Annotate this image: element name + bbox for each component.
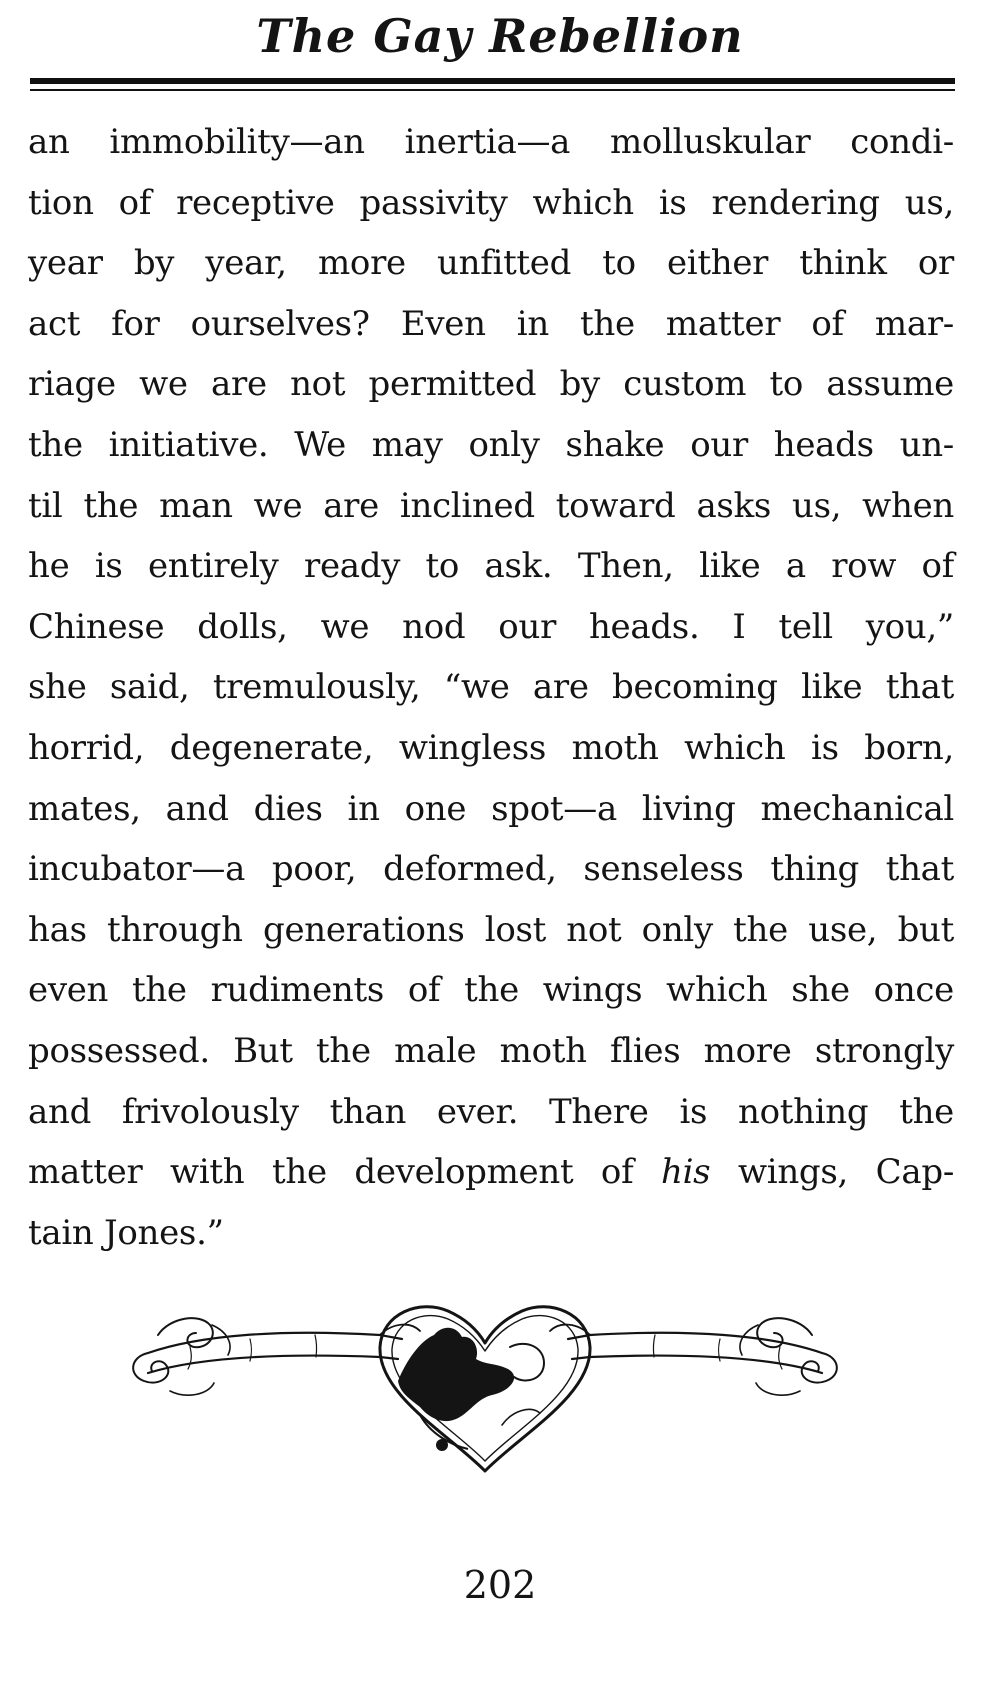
- text-line: the initiative. We may only shake our heads un-: [28, 424, 954, 465]
- text-line: incubator—a poor, deformed, senseless thing that: [28, 849, 954, 890]
- text-line: even the rudiments of the wings which she once: [28, 970, 954, 1011]
- text-line: act for ourselves? Even in the matter of mar-: [28, 303, 954, 344]
- text-line: horrid, degenerate, wingless moth which is born,: [28, 727, 954, 768]
- line-segment: matter with the development of: [28, 1152, 662, 1193]
- body-text: [28, 112, 954, 1263]
- heart-ribbon-ornament-icon: [130, 1295, 840, 1475]
- text-line: tion of receptive passivity which is rendering us,: [28, 182, 954, 223]
- text-line: mates, and dies in one spot—a living mechanical: [28, 788, 954, 829]
- header-rule-thin: [30, 89, 955, 91]
- text-line: Chinese dolls, we nod our heads. I tell you,”: [28, 606, 954, 647]
- text-line: and frivolously than ever. There is nothing the: [28, 1091, 954, 1132]
- header-rule-thick: [30, 78, 955, 84]
- text-line-final: tain Jones.”: [28, 1212, 224, 1253]
- italic-word: his: [661, 1152, 711, 1193]
- text-line: has through generations lost not only the use, but: [28, 909, 954, 950]
- text-line: year by year, more unfitted to either think or: [28, 243, 954, 284]
- text-line: she said, tremulously, “we are becoming like that: [28, 667, 954, 708]
- text-line: he is entirely ready to ask. Then, like a row of: [28, 546, 954, 587]
- page-number: 202: [463, 1563, 537, 1607]
- text-line: til the man we are inclined toward asks us, when: [28, 485, 954, 526]
- running-title: The Gay Rebellion: [256, 9, 744, 63]
- line-segment: wings, Cap-: [710, 1152, 955, 1193]
- text-line: riage we are not permitted by custom to assume: [28, 364, 954, 405]
- text-line: possessed. But the male moth flies more strongly: [28, 1030, 954, 1071]
- text-line-with-italic: [28, 1142, 954, 1203]
- text-line: an immobility—an inertia—a molluskular condi-: [28, 122, 954, 162]
